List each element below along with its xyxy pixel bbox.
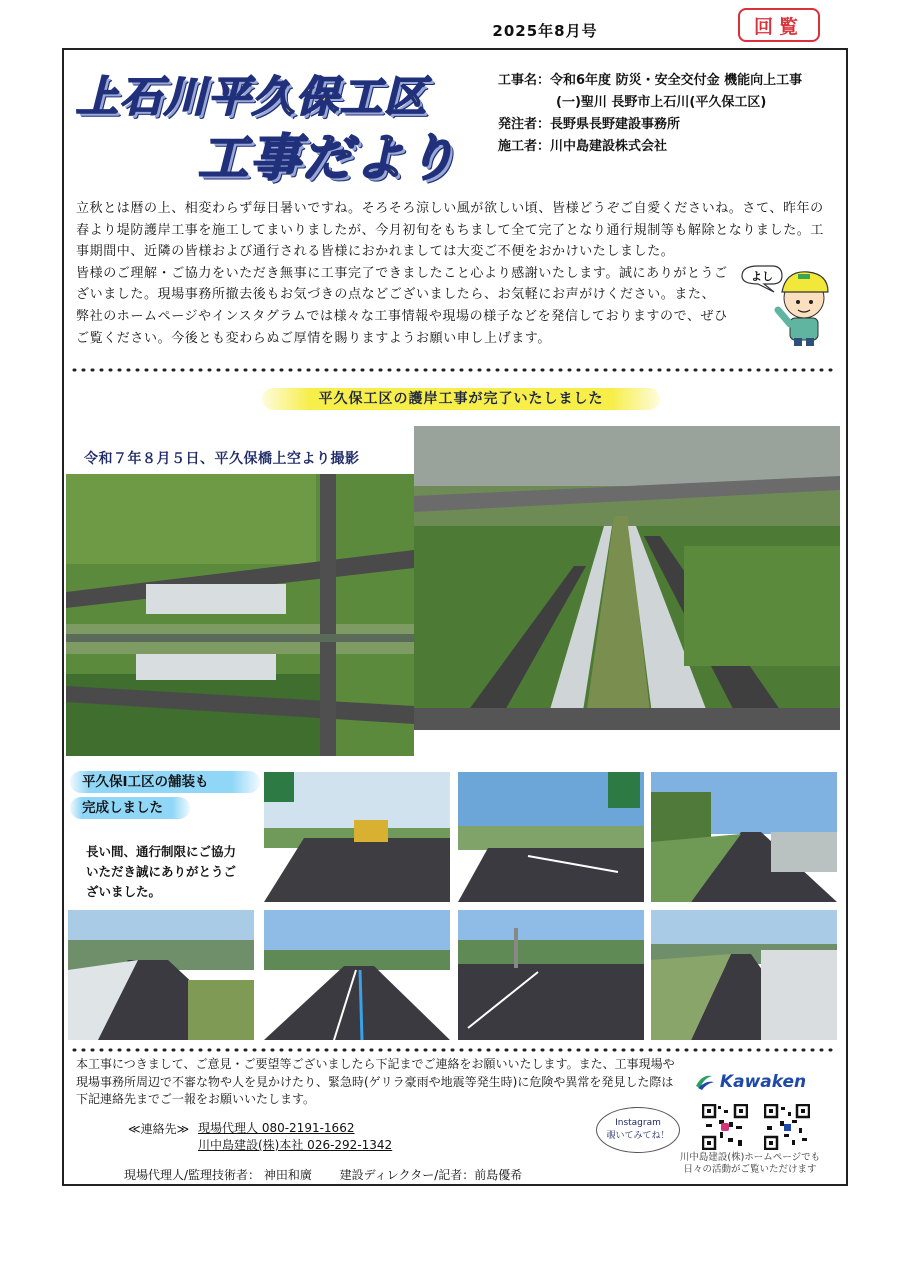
paving-title-line1: 平久保Ⅰ工区の舗装も <box>70 771 260 793</box>
mascot-speech: よし <box>751 270 773 283</box>
kawaken-logo-text: Kawaken <box>719 1072 807 1092</box>
instagram-bubble <box>596 1107 680 1153</box>
aerial-photo-topdown <box>66 474 414 756</box>
section-banner-seawall: 平久保工区の護岸工事が完了いたしました <box>262 388 660 410</box>
credits: 現場代理人/監理技術者： 神田和廣 建設ディレクター/記者：前島優希 <box>124 1168 523 1182</box>
page-title-line1: 上石川平久保工区 <box>76 72 429 121</box>
contact-notice: 本工事につきまして、ご意見・ご要望等ございましたら下記までご連絡をお願いいたします。また、工事現場や現場事務所周辺で不審な物や人を見かけたり、緊急時(ゲリラ豪雨や地震等発生時)に危険や異常を発見した際は下記連絡先までご一報をお願いいたします。 <box>76 1057 675 1106</box>
contact-head-office[interactable]: 川中島建設(株)本社 026-292-1342 <box>198 1138 393 1152</box>
page-title-line2: 工事だより <box>198 129 458 187</box>
project-info <box>498 70 802 158</box>
homepage-note: 川中島建設(株)ホームページでも日々の活動がご覧いただけます <box>679 1152 821 1175</box>
aerial-photo-oblique <box>414 426 840 730</box>
road-photo-7 <box>651 910 837 1040</box>
homepage-qr-icon[interactable] <box>764 1104 810 1150</box>
kawaken-logo <box>694 1072 806 1092</box>
road-photo-5 <box>264 910 450 1040</box>
aerial-caption: 令和７年８月５日、平久保橋上空より撮影 <box>84 451 360 467</box>
contact-list <box>198 1120 392 1154</box>
road-photo-2 <box>458 772 644 902</box>
issue-date: 2025年8月号 <box>492 22 598 40</box>
instagram-qr-icon[interactable] <box>702 1104 748 1150</box>
greeting-paragraph-1: 立秋とは暦の上、相変わらず毎日暑いですね。そろそろ涼しい風が欲しい頃、皆様どうぞご自愛くださいね。さて、昨年の春より堤防護岸工事を施工してまいりましたが、今月初旬をもちまして全て完了となり通行規制等も解除となりました。工事期間中、近隣の皆様および通行される皆様におかれましては大変ご不便をおかけいたしました。 <box>76 201 825 260</box>
kawaken-logo-icon <box>694 1072 714 1090</box>
mascot-worker-icon <box>738 262 834 348</box>
instagram-label: Instagram <box>615 1118 661 1128</box>
paving-thanks: 長い間、通行制限にご協力いただき誠にありがとうございました。 <box>86 844 237 899</box>
contact-site-agent[interactable]: 現場代理人 080-2191-1662 <box>198 1121 355 1135</box>
dotted-divider-footer <box>72 1046 834 1054</box>
project-name-line1: 工事名：令和6年度 防災・安全交付金 機能向上工事 <box>498 73 803 88</box>
road-photo-4 <box>68 910 254 1040</box>
dotted-divider <box>72 366 834 374</box>
kairan-stamp: 回覧 <box>738 8 820 42</box>
orderer: 発注者：長野県長野建設事務所 <box>498 117 681 132</box>
greeting-paragraph-2: 皆様のご理解・ご協力をいただき無事に工事完了できましたこと心より感謝いたします。誠にありがとうございました。現場事務所撤去後もお気づきの点などございましたら、お気軽にお声がけください。また、弊社のホームページやインスタグラムでは様々な工事情報や現場の様子などを発信しておりますので、ぜひご覧ください。今後とも変わらぬご厚情を賜りますようお願い申し上げます。 <box>76 265 728 346</box>
road-photo-3 <box>651 772 837 902</box>
greeting-text <box>76 198 836 349</box>
contractor: 施工者：川中島建設株式会社 <box>498 139 668 154</box>
project-name-line2: (一)聖川 長野市上石川(平久保工区) <box>556 95 767 110</box>
contact-label: ≪連絡先≫ <box>128 1122 190 1136</box>
instagram-caption: 覗いてみてね！ <box>606 1131 670 1141</box>
paving-title-line2: 完成しました <box>70 797 190 819</box>
road-photo-1 <box>264 772 450 902</box>
road-photo-6 <box>458 910 644 1040</box>
